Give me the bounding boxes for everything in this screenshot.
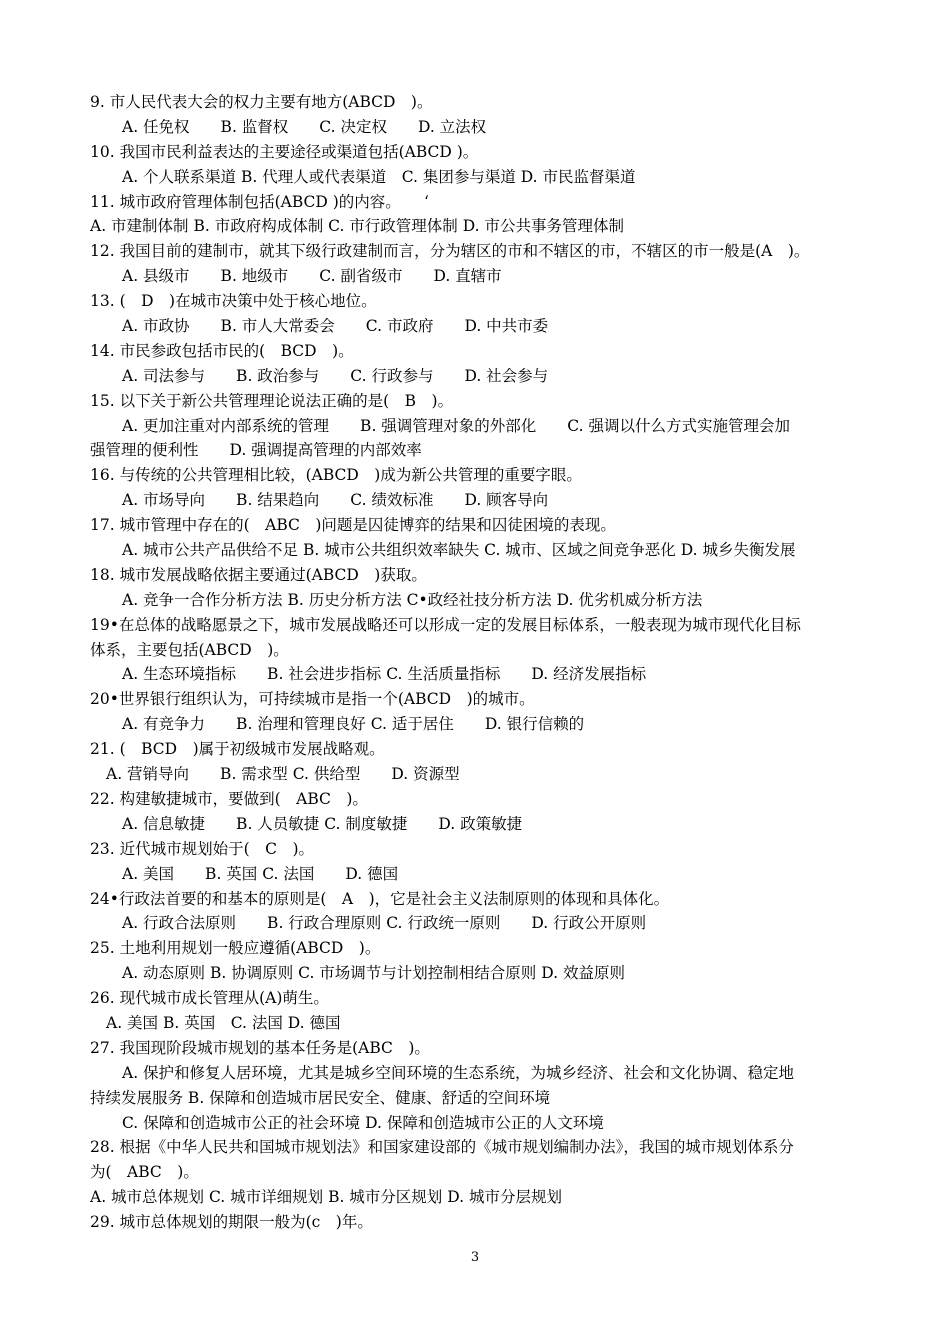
question-line: 12. 我国目前的建制市，就其下级行政建制而言，分为辖区的市和不辖区的市，不辖区的市一般是(A )。 [90, 242, 810, 261]
question-line: 为( ABC )。 [90, 1163, 199, 1182]
option-line: A. 信息敏捷 B. 人员敏捷 C. 制度敏捷 D. 政策敏捷 [122, 814, 523, 833]
question-line: 25. 土地利用规划一般应遵循(ABCD )。 [90, 939, 381, 958]
question-line: A. 城市总体规划 C. 城市详细规划 B. 城市分区规划 D. 城市分层规划 [90, 1188, 562, 1207]
question-line: 20•世界银行组织认为，可持续城市是指一个(ABCD )的城市。 [90, 690, 535, 709]
option-line: A. 城市公共产品供给不足 B. 城市公共组织效率缺失 C. 城市、区域之间竞争恶化 D. 城乡失衡发展 [122, 541, 796, 560]
page-number: 3 [470, 1250, 480, 1265]
question-line: 16. 与传统的公共管理相比较，(ABCD )成为新公共管理的重要字眼。 [90, 466, 582, 485]
question-line: A. 市建制体制 B. 市政府构成体制 C. 市行政管理体制 D. 市公共事务管理体制 [90, 217, 624, 236]
option-line: A. 任免权 B. 监督权 C. 决定权 D. 立法权 [122, 117, 487, 136]
question-line: 28. 根据《中华人民共和国城市规划法》和国家建设部的《城市规划编制办法》，我国的城市规划体系分 [90, 1138, 794, 1157]
question-line: 强管理的便利性 D. 强调提高管理的内部效率 [90, 441, 422, 460]
question-line: 10. 我国市民利益表达的主要途径或渠道包括(ABCD )。 [90, 142, 479, 161]
question-line: 17. 城市管理中存在的( ABC )问题是囚徒博弈的结果和囚徒困境的表现。 [90, 516, 616, 535]
question-line: 14. 市民参政包括市民的( BCD )。 [90, 341, 354, 360]
question-list [90, 90, 865, 1235]
option-line: A. 生态环境指标 B. 社会进步指标 C. 生活质量指标 D. 经济发展指标 [122, 665, 647, 684]
question-line: 22. 构建敏捷城市，要做到( ABC )。 [90, 789, 368, 808]
question-line: 持续发展服务 B. 保障和创造城市居民安全、健康、舒适的空间环境 [90, 1088, 551, 1107]
question-line: 9. 市人民代表大会的权力主要有地方(ABCD )。 [90, 93, 433, 111]
option-line: A. 保护和修复人居环境，尤其是城乡空间环境的生态系统，为城乡经济、社会和文化协调、稳定地 [122, 1063, 795, 1082]
option-line: A. 有竞争力 B. 治理和管理良好 C. 适于居住 D. 银行信赖的 [122, 715, 585, 734]
option-line: A. 县级市 B. 地级市 C. 副省级市 D. 直辖市 [122, 267, 502, 286]
option-line: A. 美国 B. 英国 C. 法国 D. 德国 [106, 1013, 341, 1032]
question-line: 15. 以下关于新公共管理理论说法正确的是( B )。 [90, 391, 454, 410]
option-line: A. 更加注重对内部系统的管理 B. 强调管理对象的外部化 C. 强调以什么方式实施管理会加 [122, 416, 790, 435]
option-line: A. 营销导向 B. 需求型 C. 供给型 D. 资源型 [106, 765, 460, 784]
option-line: A. 美国 B. 英国 C. 法国 D. 德国 [122, 864, 399, 883]
question-line: 21. ( BCD )属于初级城市发展战略观。 [90, 740, 385, 759]
question-line: 23. 近代城市规划始于( C )。 [90, 839, 315, 858]
question-line: 体系，主要包括(ABCD )。 [90, 640, 289, 659]
option-line: C. 保障和创造城市公正的社会环境 D. 保障和创造城市公正的人文环境 [122, 1113, 604, 1132]
option-line: A. 司法参与 B. 政治参与 C. 行政参与 D. 社会参与 [122, 366, 549, 385]
question-line: 13. ( D )在城市决策中处于核心地位。 [90, 292, 377, 311]
option-line: A. 竞争一合作分析方法 B. 历史分析方法 C•政经社技分析方法 D. 优劣机威分析方法 [122, 590, 703, 609]
question-line: 29. 城市总体规划的期限一般为(c )年。 [90, 1213, 373, 1232]
question-line: 19•在总体的战略愿景之下，城市发展战略还可以形成一定的发展目标体系，一般表现为城市现代化目标 [90, 615, 801, 634]
option-line: A. 市政协 B. 市人大常委会 C. 市政府 D. 中共市委 [122, 317, 549, 336]
option-line: A. 个人联系渠道 B. 代理人或代表渠道 C. 集团参与渠道 D. 市民监督渠道 [122, 167, 636, 186]
question-line: 26. 现代城市成长管理从(A)萌生。 [90, 989, 329, 1008]
question-line: 18. 城市发展战略依据主要通过(ABCD )获取。 [90, 565, 427, 584]
question-line: 24•行政法首要的和基本的原则是( A )，它是社会主义法制原则的体现和具体化。 [90, 889, 670, 908]
option-line: A. 动态原则 B. 协调原则 C. 市场调节与计划控制相结合原则 D. 效益原则 [122, 964, 625, 983]
option-line: A. 市场导向 B. 结果趋向 C. 绩效标准 D. 顾客导向 [122, 491, 549, 510]
question-line: 11. 城市政府管理体制包括(ABCD )的内容。 ‘ [90, 192, 429, 211]
option-line: A. 行政合法原则 B. 行政合理原则 C. 行政统一原则 D. 行政公开原则 [122, 914, 647, 933]
question-line: 27. 我国现阶段城市规划的基本任务是(ABC )。 [90, 1038, 430, 1057]
